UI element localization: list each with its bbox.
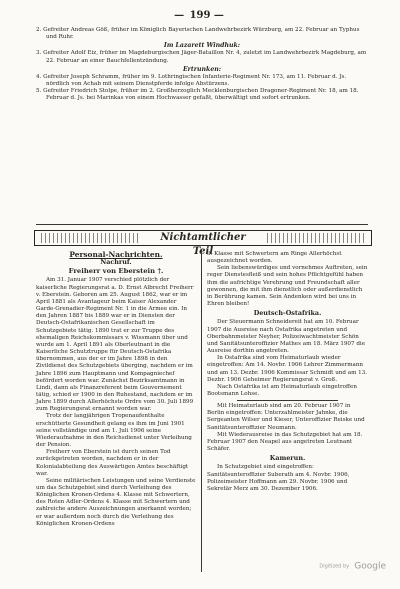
paragraph: Mit Heimaturlaub sind am 20. Februar 1907 in Berlin eingetroffen: Unterzahlmeister Jahnke, die Sergeanten Wilser und Kieser, Unteroffizier Reiske und Sanitätsunteroffizier Neumann. (207, 403, 365, 431)
region-heading: Deutsch-Ostafrika. (253, 309, 322, 318)
section-heading: Personal-Nachrichten. (69, 250, 163, 259)
casualty-entry: 3. Gefreiter Adolf Eiz, früher im Magdeburgischen Jäger-Bataillon Nr. 4, zuletzt im Landwehrbezirk Magdeburg, am 22. Februar an einer Bauchfellentzündung. (36, 50, 367, 64)
paragraph: Der Steuermann Schneidereit hat am 10. Februar 1907 die Ausreise nach Ostafrika angetreten und Oberbahnmeister Neyher, Polizeiwachtmeister Schön und Sanitätsunteroffizier Mathes am 18. März 1907 die Ausreise dorthin angetreten. (207, 319, 366, 355)
casualty-subhead: Ertrunken: (182, 65, 222, 73)
paragraph: In Ostafrika sind vom Heimaturlaub wieder eingetroffen: Am 14. Novbr. 1906 Lehrer Zimmermann und am 13. Dezbr. 1906 Kommissar Schmidt und am 13. Dezbr. 1906 Geheimer Regierungsrat v. Groß. (207, 355, 368, 383)
region-heading: Kamerun. (269, 454, 306, 463)
casualty-entry: 5. Gefreiter Friedrich Stolpe, früher im 2. Großherzoglich Mecklenburgischen Dragoner-Regiment Nr. 18, am 18. Februar d. Js. bei Marinkas von einem Hochwasser gefaßt, überwältigt und sofort ertrunken. (36, 88, 359, 102)
casualty-entry: 4. Gefreiter Joseph Schramm, früher im 9. Lothringischen Infanterie-Regiment Nr. 173, am 11. Februar d. Js. nördlich von Achab mit seinem Dienstpferde infolge Abstürzens. (36, 73, 347, 88)
page-number: — 199 — (174, 10, 226, 21)
casualty-list (36, 27, 368, 103)
casualty-subhead: Im Lazarett Windhuk: (163, 42, 241, 50)
casualty-entry: 2. Gefreiter Andreas Göß, früher im Königlich Bayerischen Landwehrbezirk Würzburg, am 22. Februar an Typhus und Ruhr. (36, 27, 360, 41)
paragraph: Trotz der langjährigen Tropenaufenthalte erschütterte Gesundheit gelang es ihm im Juni 1901 seine vollständige und am 1. Juli 1906 seine Wiederaufnahme in den Reichsdienst unter Verleihung der Pension. (36, 413, 192, 449)
paragraph: Sein liebenswürdiges und vornehmes Auftreten, sein reger Dienstesfleiß und sein hohes Pflichtgefühl haben ihm die aufrichtige Verehrung und Freundschaft aller gewonnen, die mit ihm dienstlich oder außerdienstlich in Berührung kamen. Sein Andenken wird bei uns in Ehren bleiben! (207, 265, 368, 308)
paragraph: Seine militärischen Leistungen und seine Verdienste um das Schutzgebiet sind durch Verleihung des Königlichen Kronen-Ordens 4. Klasse mit Schwertern, des Roten Adler-Ordens 4. Klasse mit Schwertern und zahlreiche andere Auszeichnungen anerkannt worden; er war außerdem noch durch die Verleihung des Königlichen Kronen-Ordens (36, 477, 196, 527)
separator (237, 400, 338, 401)
column-divider (201, 250, 202, 572)
digitized-watermark: Digitized by Google (319, 561, 386, 572)
paragraph: Freiherr von Eberstein ist durch seinen Tod zurückgetreten worden, nachdem er in der Kolonialabteilung des Auswärtigen Amtes beschäftigt war. (36, 449, 189, 477)
paragraph: 3. Klasse mit Schwertern am Ringe Allerhöchst ausgezeichnet worden. (207, 251, 342, 265)
paragraph: Nach Ostafrika ist am Heimaturlaub eingetroffen Bootsmann Lohse. (207, 383, 357, 397)
google-logo: Google (354, 561, 386, 572)
paragraph: Mit Wiederausreise in das Schutzgebiet hat am 18. Februar 1907 den Neapel aus angetreten Leutnant Schäfer. (207, 431, 363, 453)
paragraph: In Schutzgebiet sind eingetroffen: Sanitätsunteroffizier Suberath am 4. Novbr. 1906, Polizeimeister Hoffmann am 29. Novbr. 1906 und Sekretär Merz am 30. Dezember 1906. (207, 464, 350, 492)
banner-title: Nichtamtlicher Teil (153, 231, 253, 245)
banner-ornament-left (41, 233, 139, 243)
paragraph: Am 31. Januar 1907 verschied plötzlich der kaiserliche Regierungsrat a. D. Ernst Albrecht Freiherr v. Eberstein. Geboren am 25. August 1862, war er im April 1881 als Avantageur beim Kaiser Alexander Garde-Grenadier-Regiment Nr. 1 in die Armee ein. In den Jahren 1887 bis 1889 war er in Diensten der Deutsch-Ostafrikanischen Gesellschaft im Schutzgebiete tätig. 1890 trat er zur Truppe des ehemaligen Reichskommissars v. Wissmann über und wurde am 1. April 1891 als Oberleutnant in die Kaiserliche Schutztruppe für Deutsch-Ostafrika übernommen, aus der er im Jahre 1898 in den Zivildienst des Schutzgebiets überging, nachdem er im Jahre 1896 zum Hauptmann und Kompagniechef befördert worden war. Zunächst Bezirksamtmann in Lindi, dann als Finanzreferent beim Gouvernement tätig, schied er 1900 in den Ruhestand, nachdem er im Jahre 1899 durch Allerhöchste Ordre vom 30. Juli 1899 zum Regierungsrat ernannt worden war. (36, 277, 194, 413)
obituary-name: Freiherr von Eberstein †. (68, 267, 164, 276)
right-column (207, 251, 368, 493)
page-number-value: 199 (189, 10, 211, 21)
obituary-heading: Nachruf. (100, 258, 132, 267)
left-column (36, 251, 196, 528)
banner-ornament-right (267, 233, 365, 243)
divider (36, 224, 368, 225)
